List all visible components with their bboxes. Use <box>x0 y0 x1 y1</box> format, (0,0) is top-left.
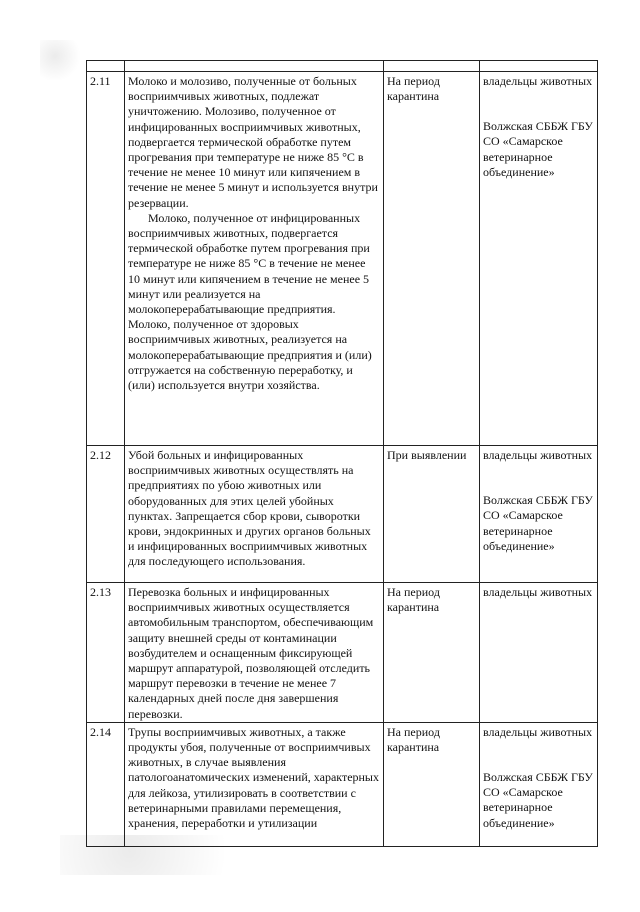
measure-paragraph: Трупы восприимчивых животных, а также продукты убоя, полученные от восприимчивых животных, в случае выявления патологоанатомических изменений, характерных для лейкоза, утилизировать в соответствии с ветеринарными правилами перемещения, хранения, переработки и утилизации <box>128 724 379 831</box>
responsible-owner: владельцы животных <box>483 585 593 599</box>
measure-text <box>125 722 384 846</box>
responsible-cell <box>480 583 598 723</box>
item-number: 2.11 <box>87 72 125 446</box>
table-header-row <box>87 61 598 72</box>
table-cell <box>125 61 384 72</box>
measure-text <box>125 72 384 446</box>
item-number: 2.14 <box>87 722 125 846</box>
item-number: 2.13 <box>87 583 125 723</box>
responsible-cell <box>480 72 598 446</box>
measure-paragraph: Молоко, полученное от инфицированных восприимчивых животных, подвергается термической обработке путем прогревания при температуре не ниже 85 °С в течение не менее 10 минут или кипячением в течение не менее 5 минут или реализуется на молокоперерабатывающие предприятия. Молоко, полученное от здоровых восприимчивых животных, реализуется на молокоперерабатывающие предприятия и (или) отгружается на собственную переработку, и (или) используется внутри хозяйства. <box>128 210 372 393</box>
responsible-cell <box>480 722 598 846</box>
measure-paragraph: Перевозка больных и инфицированных восприимчивых животных осуществляется автомобильным транспортом, обеспечивающим защиту внешней среды от контаминации возбудителем и оснащенным фиксирующей маршрут аппаратурой, позволяющей отследить маршрут перевозки в течение не менее 7 календарных дней после дня завершения перевозки. <box>128 585 374 721</box>
term-cell: При выявлении <box>384 446 480 583</box>
table-cell <box>480 61 598 72</box>
responsible-owner: владельцы животных <box>483 724 593 739</box>
table-row <box>87 446 598 583</box>
table-cell <box>384 61 480 72</box>
measures-table <box>86 60 598 847</box>
responsible-organization: Волжская СББЖ ГБУ СО «Самарское ветеринарное объединение» <box>483 770 593 830</box>
item-number: 2.12 <box>87 446 125 583</box>
measure-paragraph: Убой больных и инфицированных восприимчивых животных осуществлять на предприятиях по убою животных или оборудованных для этих целей убойных пунктах. Запрещается сбор крови, сыворотки крови, эндокринных и других органов больных и инфицированных восприимчивых животных для последующего использования. <box>128 448 371 569</box>
table-cell <box>87 61 125 72</box>
term-cell: На период карантина <box>384 72 480 446</box>
term-cell: На период карантина <box>384 722 480 846</box>
table-row <box>87 72 598 446</box>
measure-paragraph: Молоко и молозиво, полученные от больных восприимчивых животных, подлежат уничтожению. Молозиво, полученное от инфицированных восприимчивых животных, подвергается термической обработке путем прогревания при температуре не ниже 85 °С в течение не менее 10 минут или кипячением в течение не менее 5 минут и используется внутри резервации. <box>128 74 378 210</box>
measure-text <box>125 583 384 723</box>
responsible-owner: владельцы животных <box>483 448 593 462</box>
table-row <box>87 583 598 723</box>
measure-text <box>125 446 384 583</box>
responsible-cell <box>480 446 598 583</box>
term-cell: На период карантина <box>384 583 480 723</box>
responsible-organization: Волжская СББЖ ГБУ СО «Самарское ветеринарное объединение» <box>483 119 593 179</box>
scan-artifact <box>40 40 90 80</box>
responsible-owner: владельцы животных <box>483 74 593 88</box>
table-row <box>87 722 598 846</box>
responsible-organization: Волжская СББЖ ГБУ СО «Самарское ветеринарное объединение» <box>483 493 593 553</box>
